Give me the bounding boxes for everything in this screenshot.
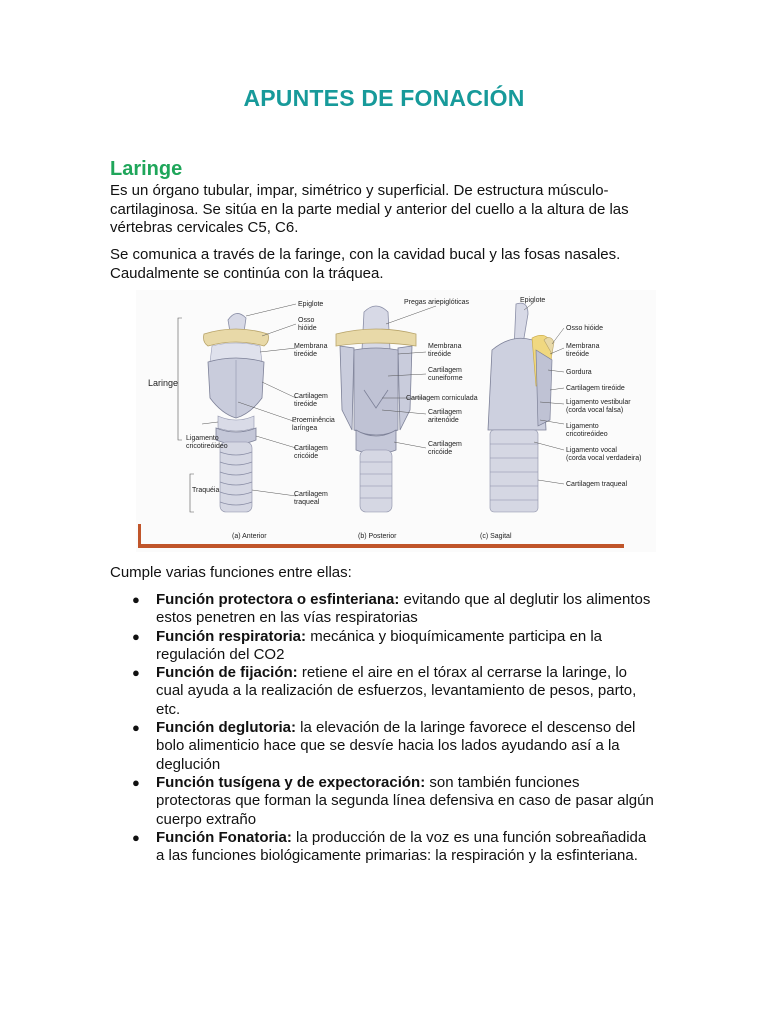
- function-text: evitando que al deglutir los alimentos estos penetren en las vías respiratorias: [156, 591, 651, 627]
- intro-paragraph: Es un órgano tubular, impar, simétrico y superficial. De estructura músculo-cartilaginosa. Se sitúa en la parte medial y anterior del cuello a la altura de las vértebras cervicales C5, C6.: [110, 182, 629, 236]
- posterior-view: [336, 299, 478, 512]
- label-cart-cricoide-a-2: cricóide: [294, 453, 319, 460]
- function-text: la elevación de la laringe favorece el descenso del bolo alimenticio hace que se desvíe hacia los lados ayudando así a la deglución: [156, 719, 636, 773]
- label-ligamento-1: Ligamento: [186, 435, 219, 442]
- caption-anterior: (a) Anterior: [232, 533, 267, 540]
- list-item: [110, 628, 655, 665]
- label-osso-hioide-c: Osso hióide: [566, 325, 603, 332]
- label-membrana-c-2: tireóide: [566, 351, 589, 358]
- function-label: Función Fonatoria:: [156, 828, 292, 846]
- label-membrana-a-2: tireóide: [294, 351, 317, 358]
- label-pregas: Pregas ariepiglóticas: [404, 299, 469, 306]
- label-osso-a-2: hióide: [298, 325, 317, 332]
- bullet-icon: ●: [132, 829, 140, 845]
- label-membrana-b-2: tireóide: [428, 351, 451, 358]
- label-lig-vocal-1: Ligamento vocal: [566, 447, 617, 454]
- label-membrana-b-1: Membrana: [428, 343, 462, 350]
- label-lig-crico-c-1: Ligamento: [566, 423, 599, 430]
- bullet-icon: ●: [132, 628, 140, 644]
- label-cart-cricoide-a-1: Cartilagem: [294, 445, 328, 452]
- communication-paragraph: Se comunica a través de la faringe, con la cavidad bucal y las fosas nasales. Caudalmente se continúa con la tráquea.: [110, 246, 621, 282]
- caption-sagital: (c) Sagital: [480, 533, 512, 540]
- list-item: [110, 774, 655, 829]
- function-text: son también funciones protectoras que forman la segunda línea defensiva en caso de pasar algún cuerpo extraño: [156, 773, 654, 828]
- label-cart-traqueal-c: Cartilagem traqueal: [566, 481, 628, 488]
- label-corniculada: Cartilagem corniculada: [406, 395, 478, 402]
- bullet-icon: ●: [132, 592, 140, 607]
- sagittal-view: [488, 297, 641, 512]
- label-cart-tireoide-a-1: Cartilagem: [294, 393, 328, 400]
- function-label: Función tusígena y de expectoración:: [156, 773, 426, 791]
- list-item: [110, 591, 655, 628]
- label-ligamento-2: cricotireóideo: [186, 443, 228, 450]
- label-aritenoide-2: aritenóide: [428, 417, 459, 424]
- bullet-icon: ●: [132, 720, 140, 736]
- label-membrana-c-1: Membrana: [566, 343, 600, 350]
- label-lig-crico-c-2: cricotireóideo: [566, 431, 608, 438]
- label-proeminencia-2: laríngea: [292, 425, 318, 432]
- label-osso-a-1: Osso: [298, 317, 315, 324]
- label-epiglote-c: Epiglote: [520, 297, 546, 304]
- function-text: mecánica y bioquímicamente participa en la regulación del CO2: [156, 627, 603, 663]
- bullet-icon: ●: [132, 665, 140, 681]
- label-cart-tireoide-c: Cartilagem tireóide: [566, 385, 625, 392]
- label-cuneiforme-2: cuneiforme: [428, 375, 463, 382]
- label-proeminencia-1: Proeminência: [292, 417, 335, 424]
- function-text: retiene el aire en el tórax al cerrarse la laringe, lo cual ayuda a la realización de esfuerzos, levantamiento de pesos, parto, etc.: [156, 664, 637, 718]
- list-item: [110, 829, 655, 866]
- label-cuneiforme-1: Cartilagem: [428, 367, 462, 374]
- label-lig-vestibular-2: (corda vocal falsa): [566, 407, 624, 414]
- section-heading: Laringe: [110, 158, 183, 180]
- label-gordura: Gordura: [566, 369, 592, 376]
- figure-frame-bottom: [138, 544, 624, 548]
- label-lig-vocal-2: (corda vocal verdadeira): [566, 455, 642, 462]
- functions-list: [110, 591, 655, 865]
- larynx-illustration: [136, 290, 656, 552]
- anterior-view: [148, 301, 335, 512]
- caption-posterior: (b) Posterior: [358, 533, 397, 540]
- function-label: Función deglutoria:: [156, 719, 296, 737]
- function-label: Función de fijación:: [156, 664, 298, 682]
- label-aritenoide-1: Cartilagem: [428, 409, 462, 416]
- list-item: [110, 719, 655, 774]
- label-cart-traqueal-a-2: traqueal: [294, 499, 320, 506]
- larynx-anatomy-figure: [136, 290, 656, 552]
- label-cart-cricoide-b-2: cricóide: [428, 449, 453, 456]
- label-cart-tireoide-a-2: tireóide: [294, 401, 317, 408]
- label-traqueia: Traquéia: [192, 487, 220, 494]
- label-cart-traqueal-a-1: Cartilagem: [294, 491, 328, 498]
- label-lig-vestibular-1: Ligamento vestibular: [566, 399, 631, 406]
- functions-intro: Cumple varias funciones entre ellas:: [110, 564, 352, 581]
- function-text: la producción de la voz es una función sobreañadida a las funciones biológicamente primarias: la respiración y la esfinteriana.: [156, 828, 647, 865]
- function-label: Función respiratoria:: [156, 627, 307, 645]
- function-label: Función protectora o esfinteriana:: [156, 591, 400, 608]
- bullet-icon: ●: [132, 774, 140, 790]
- label-membrana-a-1: Membrana: [294, 343, 328, 350]
- label-epiglote-a: Epiglote: [298, 301, 324, 308]
- list-item: [110, 664, 655, 719]
- document-title: APUNTES DE FONACIÓN: [243, 85, 525, 111]
- label-cart-cricoide-b-1: Cartilagem: [428, 441, 462, 448]
- label-laringe: Laringe: [148, 378, 179, 388]
